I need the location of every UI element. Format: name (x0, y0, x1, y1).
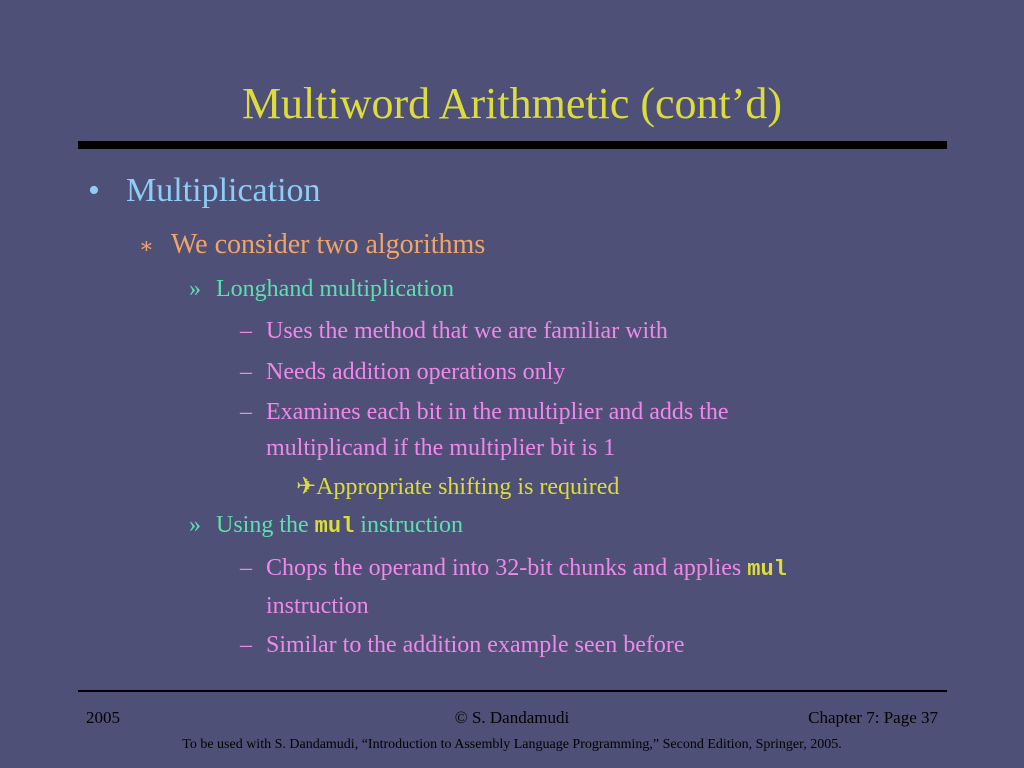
bullet-text: Multiplication (126, 172, 321, 209)
bullet-text: We consider two algorithms (171, 229, 486, 260)
item-text: Needs addition operations only (266, 359, 566, 385)
list-item (240, 394, 729, 466)
bullet-mul-instruction (189, 512, 463, 539)
title-divider (78, 141, 947, 149)
footer-year: 2005 (86, 708, 120, 727)
item-text: Uses the method that we are familiar with (266, 318, 668, 344)
item-text-continuation: multiplicand if the multiplier bit is 1 (266, 435, 616, 461)
list-item (240, 550, 787, 624)
item-text-continuation: instruction (266, 593, 369, 619)
list-item (240, 354, 565, 390)
footer-page: Chapter 7: Page 37 (808, 708, 938, 727)
bullet-two-algorithms (139, 229, 485, 261)
bullet-text: Longhand multiplication (216, 276, 454, 302)
sub-note-text: Appropriate shifting is required (316, 474, 620, 500)
footer-divider (78, 690, 947, 692)
bullet-text-after: instruction (354, 512, 463, 538)
bullet-multiplication (88, 172, 321, 210)
dash-marker: – (240, 318, 252, 344)
item-text: Chops the operand into 32-bit chunks and applies (266, 555, 748, 581)
bullet-marker: • (88, 172, 100, 209)
slide-title: Multiword Arithmetic (cont’d) (241, 79, 783, 128)
bullet-text-before: Using the (216, 512, 315, 538)
dash-marker: – (240, 359, 252, 385)
item-text: Examines each bit in the multiplier and adds the (266, 399, 729, 425)
dash-marker: – (240, 399, 252, 425)
footer-author: © S. Dandamudi (454, 708, 570, 727)
code-mul: mul (314, 514, 355, 539)
dash-marker: – (240, 632, 252, 658)
item-text: Similar to the addition example seen before (266, 632, 685, 658)
sub-note (296, 472, 619, 501)
dash-marker: – (240, 555, 252, 581)
footer-note: To be used with S. Dandamudi, “Introduction to Assembly Language Programming,” Second Edition, Springer, 2005. (182, 737, 842, 752)
list-item (240, 627, 685, 663)
bullet-marker: » (189, 276, 201, 302)
bullet-longhand (189, 276, 454, 303)
bullet-marker: » (189, 512, 201, 538)
airplane-icon: ✈ (296, 474, 317, 500)
list-item (240, 313, 668, 349)
bullet-marker: ∗ (139, 233, 154, 258)
code-mul: mul (747, 557, 787, 582)
